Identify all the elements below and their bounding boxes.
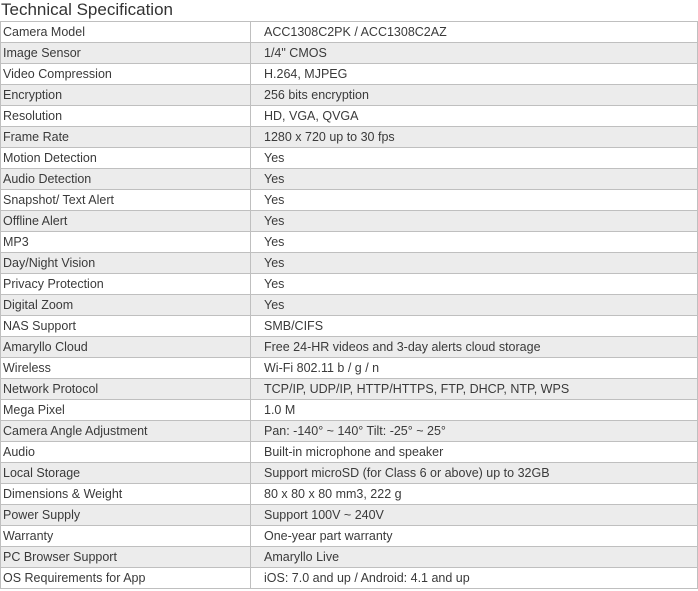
spec-label: Digital Zoom [1,295,251,316]
spec-value: 1.0 M [251,400,698,421]
spec-label: Motion Detection [1,148,251,169]
spec-value: HD, VGA, QVGA [251,106,698,127]
table-row [1,526,698,547]
spec-label: Privacy Protection [1,274,251,295]
spec-value: SMB/CIFS [251,316,698,337]
spec-label: Network Protocol [1,379,251,400]
spec-value: 256 bits encryption [251,85,698,106]
spec-label: Dimensions & Weight [1,484,251,505]
table-row [1,274,698,295]
spec-value: TCP/IP, UDP/IP, HTTP/HTTPS, FTP, DHCP, NTP, WPS [251,379,698,400]
table-row [1,232,698,253]
spec-value: 1/4" CMOS [251,43,698,64]
table-row [1,148,698,169]
spec-label: Mega Pixel [1,400,251,421]
spec-label: Power Supply [1,505,251,526]
table-row [1,253,698,274]
spec-value: Support microSD (for Class 6 or above) up to 32GB [251,463,698,484]
spec-value: Support 100V ~ 240V [251,505,698,526]
spec-label: Amaryllo Cloud [1,337,251,358]
spec-label: Day/Night Vision [1,253,251,274]
spec-label: Camera Angle Adjustment [1,421,251,442]
spec-value: Yes [251,253,698,274]
spec-value: ACC1308C2PK / ACC1308C2AZ [251,22,698,43]
spec-value: Yes [251,274,698,295]
spec-label: Frame Rate [1,127,251,148]
table-row [1,568,698,589]
spec-value: Built-in microphone and speaker [251,442,698,463]
spec-label: Audio Detection [1,169,251,190]
spec-label: Snapshot/ Text Alert [1,190,251,211]
table-row [1,316,698,337]
spec-label: NAS Support [1,316,251,337]
spec-value: Yes [251,169,698,190]
spec-value: Amaryllo Live [251,547,698,568]
spec-value: Free 24-HR videos and 3-day alerts cloud storage [251,337,698,358]
table-row [1,64,698,85]
spec-label: Offline Alert [1,211,251,232]
table-row [1,379,698,400]
spec-value: Yes [251,232,698,253]
spec-label: Resolution [1,106,251,127]
spec-value: Pan: -140° ~ 140° Tilt: -25° ~ 25° [251,421,698,442]
table-row [1,547,698,568]
table-row [1,211,698,232]
spec-value: One-year part warranty [251,526,698,547]
spec-label: Local Storage [1,463,251,484]
spec-label: PC Browser Support [1,547,251,568]
table-row [1,106,698,127]
spec-table-body [1,22,698,589]
table-row [1,337,698,358]
spec-label: Warranty [1,526,251,547]
spec-value: iOS: 7.0 and up / Android: 4.1 and up [251,568,698,589]
spec-value: 80 x 80 x 80 mm3, 222 g [251,484,698,505]
spec-label: Camera Model [1,22,251,43]
page-title: Technical Specification [1,0,173,19]
table-row [1,295,698,316]
spec-value: 1280 x 720 up to 30 fps [251,127,698,148]
spec-label: Audio [1,442,251,463]
spec-label: Video Compression [1,64,251,85]
table-row [1,358,698,379]
table-row [1,22,698,43]
spec-label: OS Requirements for App [1,568,251,589]
spec-value: H.264, MJPEG [251,64,698,85]
spec-value: Wi-Fi 802.11 b / g / n [251,358,698,379]
spec-label: MP3 [1,232,251,253]
spec-value: Yes [251,211,698,232]
table-row [1,463,698,484]
table-row [1,169,698,190]
spec-label: Image Sensor [1,43,251,64]
table-row [1,85,698,106]
table-row [1,190,698,211]
table-row [1,400,698,421]
table-row [1,43,698,64]
spec-table [0,21,698,589]
table-row [1,127,698,148]
spec-label: Wireless [1,358,251,379]
spec-value: Yes [251,190,698,211]
spec-label: Encryption [1,85,251,106]
spec-value: Yes [251,148,698,169]
table-row [1,505,698,526]
table-row [1,484,698,505]
table-row [1,442,698,463]
spec-value: Yes [251,295,698,316]
table-row [1,421,698,442]
